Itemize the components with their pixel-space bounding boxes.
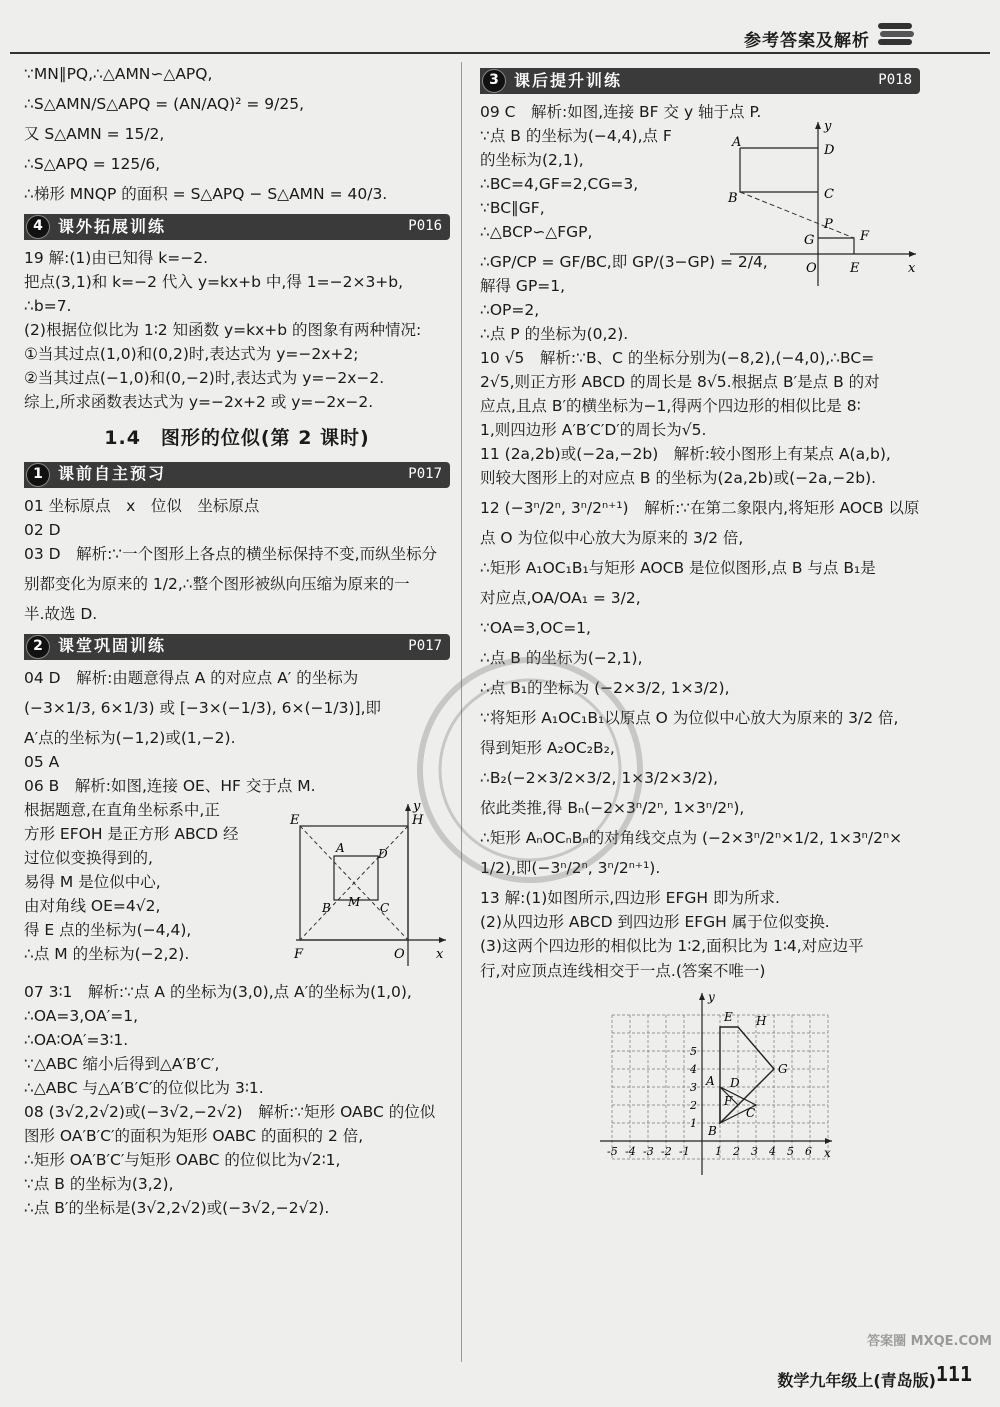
text-line: ∵OA=3,OC=1, [480,619,591,638]
chapter-title: 1.4 图形的位似(第 2 课时) [104,427,370,450]
text-line: 解得 GP=1, [480,277,566,296]
text-line: 09 C 解析:如图,连接 BF 交 y 轴于点 P. [480,103,762,121]
text-line: 1/2),即(−3ⁿ/2ⁿ, 3ⁿ/2ⁿ⁺¹). [480,859,661,878]
text-line: 08 (3√2,2√2)或(−3√2,−2√2) 解析:∵矩形 OABC 的位似 [24,1102,436,1121]
right-column [480,62,920,1179]
text-line: 1,则四边形 A′B′C′D′的周长为√5. [480,421,707,440]
text-line: 10 √5 解析:∵B、C 的坐标分别为(−8,2),(−4,0),∴BC= [480,349,875,368]
text-line: 行,对应顶点连线相交于一点.(答案不唯一) [480,961,766,980]
y-tick-label: 5 [690,1044,697,1058]
text-line: 又 S△AMN = 15/2, [24,125,165,144]
q13 [480,886,920,982]
q09-figure [724,118,920,290]
watermark-stamp [400,640,660,900]
svg-text:E: E [724,1009,733,1024]
svg-text:G: G [804,233,815,248]
text-line: (2)根据位似比为 1∶2 知函数 y=kx+b 的图象有两种情况: [24,321,422,340]
x-tick-label: -5 [607,1144,618,1158]
text-line: ∴矩形 A₁OC₁B₁与矩形 AOCB 是位似图形,点 B 与点 B₁是 [480,559,876,578]
text-line: ∴S△AMN/S△APQ = (AN/AQ)² = 9/25, [24,95,304,114]
svg-text:O: O [394,946,405,962]
text-line: 13 解:(1)如图所示,四边形 EFGH 即为所求. [480,889,780,908]
q18-tail [24,62,450,206]
text-line: 04 D 解析:由题意得点 A 的对应点 A′ 的坐标为 [24,668,359,687]
text-line: 02 D [24,520,61,539]
svg-text:E: E [290,812,300,828]
text-line: ∴OA∶OA′=3∶1. [24,1030,129,1049]
x-tick-label: -3 [643,1144,654,1158]
svg-text:O: O [806,261,817,276]
section-page: P017 [408,637,442,654]
svg-text:D: D [378,846,388,861]
x-tick-label: -2 [661,1144,672,1158]
svg-text:B: B [728,191,738,206]
text-line: 别都变化为原来的 1/2,∴整个图形被纵向压缩为原来的一 [24,574,410,593]
text-line: 依此类推,得 Bₙ(−2×3ⁿ/2ⁿ, 1×3ⁿ/2ⁿ), [480,799,745,818]
svg-text:x: x [908,261,916,276]
q09 [480,100,920,346]
footer-book-title: 数学九年级上(青岛版) [777,1371,936,1390]
text-line: ∵点 B 的坐标为(−4,4),点 F [480,127,672,146]
text-line: ∴△BCP∽△FGP, [480,223,593,242]
stack-logo-icon [876,20,916,48]
section-page: P016 [408,218,442,235]
svg-text:C: C [746,1105,756,1120]
text-line: ∵点 B 的坐标为(3,2), [24,1174,174,1193]
section-title: 课前自主预习 [58,464,167,484]
page-number: 111 [935,1362,972,1386]
q06 [24,774,450,980]
section-number: 1 [26,463,50,487]
svg-text:P: P [824,217,833,232]
text-line: ∴点 B₁的坐标为 (−2×3/2, 1×3/2), [480,679,730,698]
text-line: ②当其过点(−1,0)和(0,−2)时,表达式为 y=−2x−2. [24,369,385,388]
q08 [24,1100,450,1220]
section-number: 4 [26,215,50,239]
text-line: (−3×1/3, 6×1/3) 或 [−3×(−1/3), 6×(−1/3)],即 [24,698,381,717]
text-line: ∴点 M 的坐标为(−2,2). [24,944,190,963]
text-line: ∴OA=3,OA′=1, [24,1006,138,1025]
svg-text:F: F [860,229,870,244]
text-line: 得 E 点的坐标为(−4,4), [24,920,192,939]
text-line: ∴△ABC 与△A′B′C′的位似比为 3∶1. [24,1078,264,1097]
text-line: (2)从四边形 ABCD 到四边形 EFGH 属于位似变换. [480,913,830,932]
section-title: 课外拓展训练 [58,216,167,236]
text-line: 图形 OA′B′C′的面积为矩形 OABC 的面积的 2 倍, [24,1126,364,1145]
q13-grid-figure [596,989,836,1179]
page-header-title: 参考答案及解析 [744,31,870,51]
y-tick-label: 2 [690,1098,697,1112]
svg-text:A: A [732,135,742,150]
svg-text:E: E [850,261,860,276]
text-line: ∵MN∥PQ,∴△AMN∽△APQ, [24,65,213,83]
header-rule [10,52,990,54]
text-line: 根据题意,在直角坐标系中,正 [24,800,220,819]
svg-text:H: H [756,1013,767,1028]
svg-text:B: B [708,1123,717,1138]
q05: 05 A [24,752,60,771]
text-line: 01 坐标原点 x 位似 坐标原点 [24,496,260,515]
text-line: 把点(3,1)和 k=−2 代入 y=kx+b 中,得 1=−2×3+b, [24,273,404,292]
text-line: ①当其过点(1,0)和(0,2)时,表达式为 y=−2x+2; [24,345,359,364]
section-header-4 [24,214,450,240]
q04 [24,666,450,750]
text-line: ∴b=7. [24,297,72,316]
svg-text:B: B [322,900,331,915]
text-line: 由对角线 OE=4√2, [24,896,161,915]
x-tick-label: 6 [805,1144,812,1158]
section-number: 2 [26,635,50,659]
text-line: 12 (−3ⁿ/2ⁿ, 3ⁿ/2ⁿ⁺¹) 解析:∵在第二象限内,将矩形 AOCB 以原 [480,499,920,518]
x-tick-label: 2 [733,1144,740,1158]
svg-text:y: y [708,989,715,1004]
q19 [24,246,450,414]
svg-text:A: A [706,1073,715,1088]
text-line: ∴点 B′的坐标是(3√2,2√2)或(−3√2,−2√2). [24,1198,330,1217]
text-line: 过位似变换得到的, [24,848,153,867]
text-line: ∴BC=4,GF=2,CG=3, [480,175,639,194]
x-tick-label: 1 [715,1144,722,1158]
text-line: 的坐标为(2,1), [480,151,584,170]
text-line: ∵BC∥GF, [480,199,545,218]
text-line: 2√5,则正方形 ABCD 的周长是 8√5.根据点 B′是点 B 的对 [480,373,880,392]
text-line: A′点的坐标为(−1,2)或(1,−2). [24,728,236,747]
text-line: 得到矩形 A₂OC₂B₂, [480,739,615,758]
text-line: ∵△ABC 缩小后得到△A′B′C′, [24,1054,220,1073]
text-line: ∴B₂(−2×3/2×3/2, 1×3/2×3/2), [480,769,719,788]
svg-text:D: D [730,1075,740,1090]
text-line: ∴OP=2, [480,301,540,320]
text-line: 易得 M 是位似中心, [24,872,161,891]
section-header-2 [24,634,450,660]
q11 [480,442,920,490]
q01-03 [24,494,450,626]
text-line: 19 解:(1)由已知得 k=−2. [24,249,208,268]
svg-text:G: G [778,1061,788,1076]
text-line: 03 D 解析:∵一个图形上各点的横坐标保持不变,而纵坐标分 [24,544,438,563]
svg-text:y: y [413,798,421,814]
text-line: ∴梯形 MNQP 的面积 = S△APQ − S△AMN = 40/3. [24,185,388,204]
svg-text:A: A [336,840,345,855]
text-line: 06 B 解析:如图,连接 OE、HF 交于点 M. [24,776,316,795]
text-line: 方形 EFOH 是正方形 ABCD 经 [24,824,239,843]
svg-text:x: x [824,1145,831,1160]
text-line: ∴矩形 AₙOCₙBₙ的对角线交点为 (−2×3ⁿ/2ⁿ×1/2, 1×3ⁿ/2ⁿ× [480,829,903,848]
corner-watermark: 答案圈 MXQE.COM [867,1334,992,1349]
q07 [24,980,450,1100]
q10 [480,346,920,442]
text-line: 对应点,OA/OA₁ = 3/2, [480,589,641,608]
text-line: 11 (2a,2b)或(−2a,−2b) 解析:较小图形上有某点 A(a,b), [480,445,891,464]
svg-text:D: D [824,143,835,158]
svg-text:x: x [436,946,444,962]
svg-text:y: y [824,119,832,134]
section-page: P018 [878,72,912,89]
section-header-3 [480,68,920,94]
left-column [24,62,450,1220]
section-title: 课后提升训练 [514,70,623,90]
text-line: 点 O 为位似中心放大为原来的 3/2 倍, [480,529,744,548]
section-header-1 [24,462,450,488]
x-tick-label: 5 [787,1144,794,1158]
x-tick-label: -4 [625,1144,636,1158]
text-line: ∴点 B 的坐标为(−2,1), [480,649,643,668]
section-number: 3 [482,69,506,93]
x-tick-label: 3 [751,1144,758,1158]
y-tick-label: 3 [690,1080,697,1094]
text-line: ∵将矩形 A₁OC₁B₁以原点 O 为位似中心放大为原来的 3/2 倍, [480,709,899,728]
y-tick-label: 4 [690,1062,697,1076]
text-line: (3)这两个四边形的相似比为 1∶2,面积比为 1∶4,对应边平 [480,937,864,956]
section-title: 课堂巩固训练 [58,636,167,656]
text-line: ∴矩形 OA′B′C′与矩形 OABC 的位似比为√2∶1, [24,1150,341,1169]
text-line: ∴S△APQ = 125/6, [24,155,161,174]
svg-text:F: F [724,1093,733,1108]
text-line: 则较大图形上的对应点 B 的坐标为(2a,2b)或(−2a,−2b). [480,469,877,488]
x-tick-label: 4 [769,1144,776,1158]
text-line: ∴GP/CP = GF/BC,即 GP/(3−GP) = 2/4, [480,253,768,272]
text-line: 应点,且点 B′的横坐标为−1,得两个四边形的相似比是 8∶ [480,397,861,416]
text-line: ∴点 P 的坐标为(0,2). [480,325,629,344]
text-line: 07 3∶1 解析:∵点 A 的坐标为(3,0),点 A′的坐标为(1,0), [24,982,412,1001]
x-tick-label: -1 [679,1144,690,1158]
svg-text:H: H [412,812,424,828]
svg-text:C: C [380,900,390,915]
svg-text:C: C [824,187,834,202]
text-line: 半.故选 D. [24,604,98,623]
svg-text:F: F [294,946,304,962]
svg-text:M: M [348,894,361,909]
text-line: 综上,所求函数表达式为 y=−2x+2 或 y=−2x−2. [24,393,374,412]
y-tick-label: 1 [690,1116,697,1130]
section-page: P017 [408,465,442,482]
